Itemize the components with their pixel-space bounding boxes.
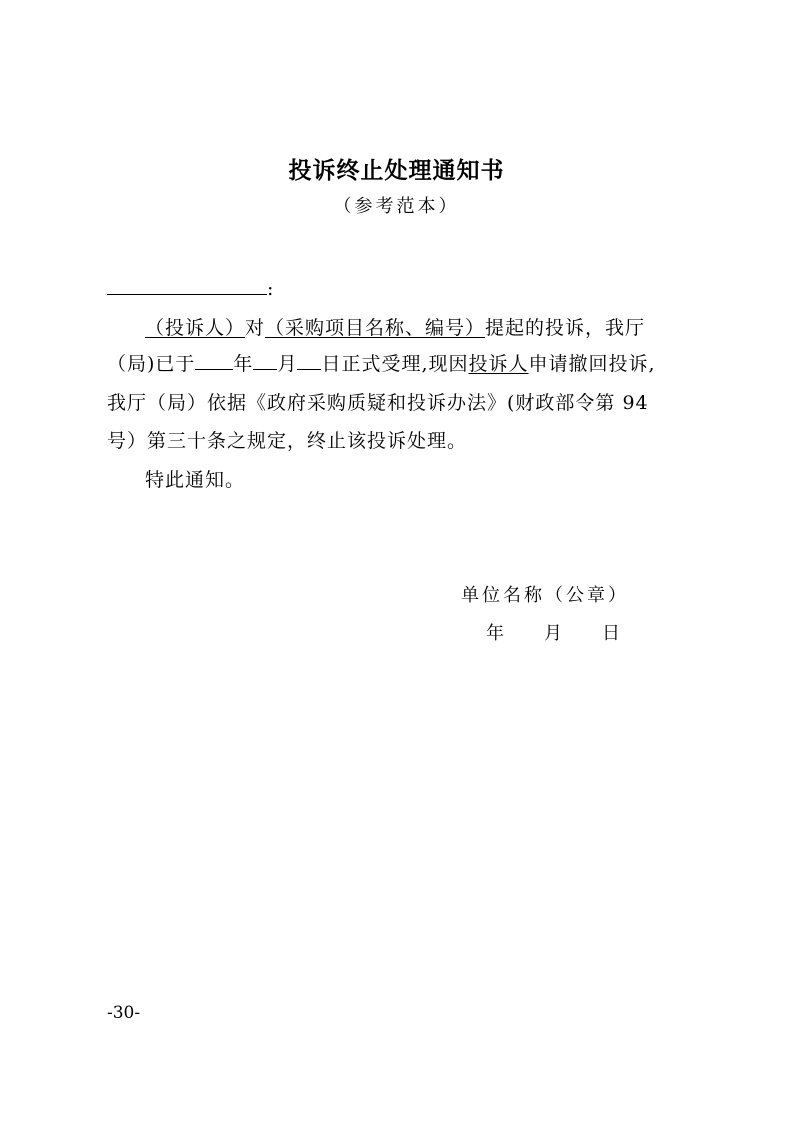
body-line-1	[145, 313, 645, 340]
page-title: 投诉终止处理通知书	[288, 157, 505, 184]
page-subtitle: （参考范本）	[333, 196, 460, 217]
addressee-colon: :	[267, 278, 274, 300]
notice-closing: 特此通知。	[145, 469, 246, 491]
signature-org: 单位名称（公章）	[461, 585, 629, 606]
text-withdraw: 申请撤回投诉,	[528, 353, 656, 375]
body-line-4: 号）第三十条之规定，终止该投诉处理。	[107, 430, 468, 452]
text-day-accepted: 日正式受理,现因	[321, 353, 469, 375]
addressee-line	[107, 276, 273, 300]
addressee-blank	[107, 276, 267, 295]
complainant-underlined: 投诉人	[468, 353, 529, 375]
date-month: 月	[544, 623, 562, 644]
signature-date	[486, 619, 620, 645]
date-day: 日	[602, 623, 620, 644]
date-year: 年	[486, 623, 504, 644]
month-blank	[253, 351, 277, 370]
year-blank	[195, 351, 233, 370]
text-month: 月	[277, 353, 298, 375]
project-placeholder: （采购项目名称、编号）	[265, 317, 486, 339]
body-line-2	[107, 349, 656, 376]
day-blank	[297, 351, 321, 370]
text-bureau-accepted: （局)已于	[107, 353, 196, 375]
text-dui: 对	[245, 317, 266, 339]
body-line-3: 我厅（局）依据《政府采购质疑和投诉办法》(财政部令第 94	[107, 392, 649, 414]
complainant-placeholder: （投诉人）	[145, 317, 246, 339]
text-year: 年	[233, 353, 254, 375]
page-number: -30-	[107, 1003, 141, 1023]
text-complaint-raised: 提起的投诉，我厅	[485, 317, 646, 339]
